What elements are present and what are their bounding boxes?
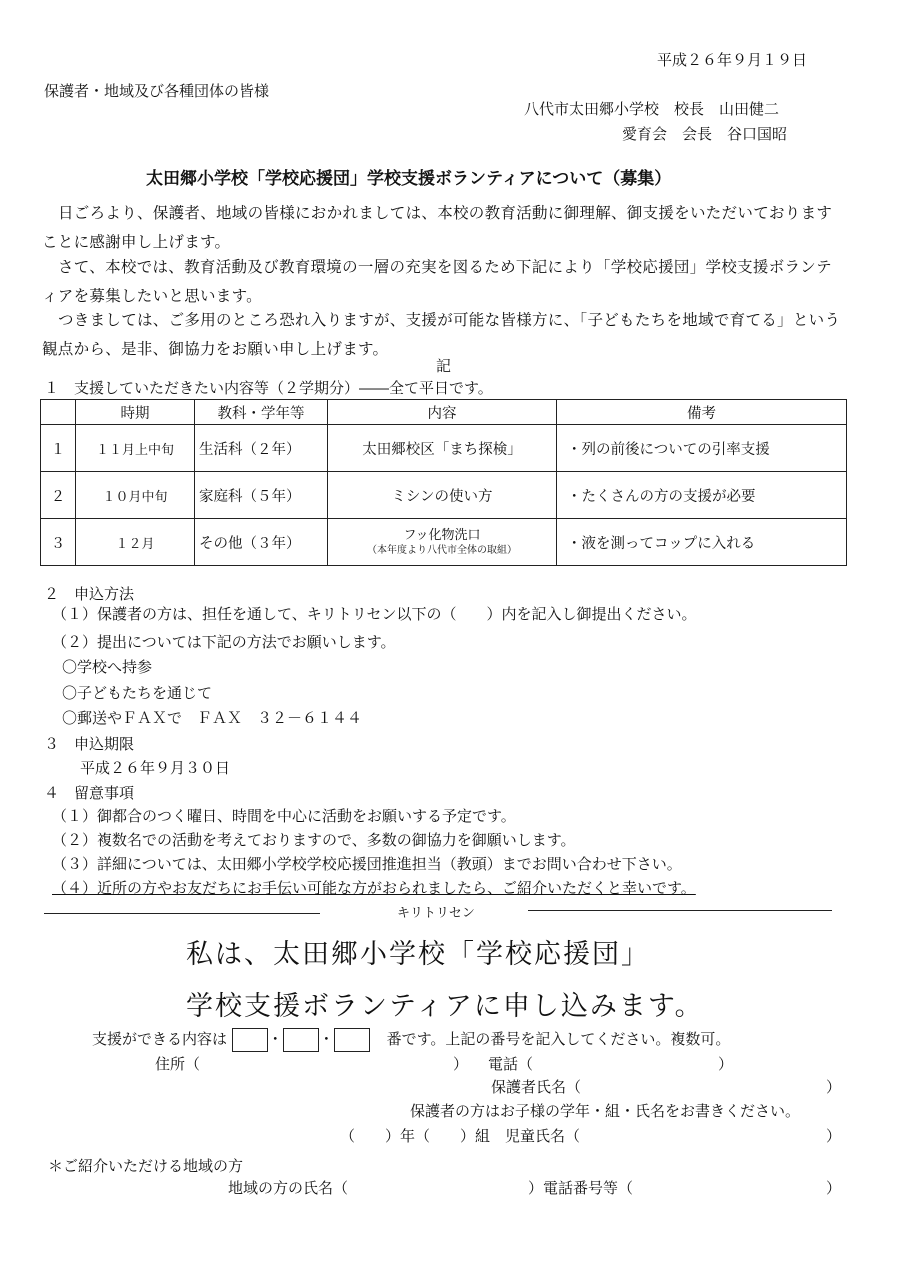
table-header-row [41,400,847,425]
row-no: ３ [41,519,76,566]
note-item: （２）複数名での活動を考えておりますので、多数の御協力を御願いします。 [52,831,576,849]
form-heading-2: 学校支援ボランティアに申し込みます。 [186,991,704,1022]
grade-close: ） [826,1127,842,1145]
address-close: ） [453,1055,469,1073]
note-item: （３）詳細については、太田郷小学校学校応援団推進担当（教頭）までお問い合わせ下さい。 [52,855,682,873]
row-content-text: フッ化物洗口 [403,528,481,543]
col-period: 時期 [76,400,195,425]
referral-close: ） [826,1179,842,1197]
row-subject: 生活科（２年） [195,425,328,472]
phone-close: ） [718,1055,734,1073]
dot-separator: ・ [318,1030,334,1048]
sender-association: 愛育会 会長 谷口国昭 [622,125,788,143]
support-suffix: 番です。上記の番号を記入してください。複数可。 [386,1030,731,1048]
row-remark: ・たくさんの方の支援が必要 [557,472,847,519]
support-number-box-2[interactable] [283,1028,319,1052]
section3-heading: ３ 申込期限 [44,735,135,753]
row-period: １０月中旬 [76,472,195,519]
paragraph-3: つきましては、ご多用のところ恐れ入りますが、支援が可能な皆様方に、「子どもたちを地域で育てる」という観点から、是非、御協力をお願い申し上げます。 [42,311,841,358]
row-content-text: ミシンの使い方 [391,488,493,505]
row-subject: その他（３年） [195,519,328,566]
support-table [40,399,847,566]
guardian-close: ） [826,1078,842,1096]
section4-heading: ４ 留意事項 [44,784,135,802]
cut-line-right [528,910,832,911]
guardian-label: 保護者氏名（ [491,1078,582,1096]
row-content [328,425,557,472]
sender-principal: 八代市太田郷小学校 校長 山田健二 [524,100,780,118]
row-no: １ [41,425,76,472]
row-content [328,472,557,519]
guardian-name-field[interactable] [600,1076,820,1096]
support-number-box-1[interactable] [232,1028,268,1052]
col-content: 内容 [328,400,557,425]
referral-name-label: 地域の方の氏名（ [228,1179,349,1197]
document-title: 太田郷小学校「学校応援団」学校支援ボランティアについて（募集） [146,169,672,189]
support-line [92,1028,730,1052]
form-heading-1: 私は、太田郷小学校「学校応援団」 [186,939,650,970]
row-period: １２月 [76,519,195,566]
deadline: 平成２６年９月３０日 [80,759,231,777]
paragraph-2: さて、本校では、教育活動及び教育環境の一層の充実を図るため下記により「学校応援団」学校支援ボランティアを募集したいと思います。 [42,258,832,305]
col-subject: 教科・学年等 [195,400,328,425]
row-remark: ・液を測ってコップに入れる [557,519,847,566]
row-subject: 家庭科（５年） [195,472,328,519]
table-row [41,472,847,519]
referral-phone-field[interactable] [650,1177,820,1197]
address-label: 住所（ [155,1055,201,1073]
referral-name-field[interactable] [370,1177,520,1197]
ki-mark: 記 [436,357,452,375]
dot-separator: ・ [267,1030,283,1048]
support-label: 支援ができる内容は [92,1030,228,1048]
section1-heading: １ 支援していただきたい内容等（２学期分）――全て平日です。 [44,379,493,397]
address-field[interactable] [206,1053,446,1073]
method-bring: 〇学校へ持参 [62,658,153,676]
table-row [41,519,847,566]
note-item: （１）御都合のつく曜日、時間を中心に活動をお願いする予定です。 [52,807,516,825]
cut-line-left [44,913,320,914]
phone-field[interactable] [540,1053,710,1073]
paragraph-1: 日ごろより、保護者、地域の皆様におかれましては、本校の教育活動に御理解、御支援をいただいておりますことに感謝申し上げます。 [42,204,833,251]
grade-line: （ ）年（ ）組 児童氏名（ [340,1127,581,1145]
section2-item1: （１）保護者の方は、担任を通して、キリトリセン以下の（ ）内を記入し御提出ください。 [52,605,697,623]
row-content [328,519,557,566]
note-item: （４）近所の方やお友だちにお手伝い可能な方がおられましたら、ご紹介いただくと幸いです。 [52,879,696,897]
method-fax: 〇郵送やＦＡＸで ＦＡＸ ３２－６１４４ [62,709,363,727]
section2-heading: ２ 申込方法 [44,585,135,603]
table-row [41,425,847,472]
row-remark: ・列の前後についての引率支援 [557,425,847,472]
col-remark: 備考 [557,400,847,425]
row-content-note: （本年度より八代市全体の取組） [367,545,517,556]
cut-line-label: キリトリセン [397,906,475,921]
phone-label: 電話（ [488,1055,534,1073]
recipient: 保護者・地域及び各種団体の皆様 [44,82,270,100]
referral-heading: ＊ご紹介いただける地域の方 [48,1157,244,1175]
support-number-box-3[interactable] [334,1028,370,1052]
row-no: ２ [41,472,76,519]
method-children: 〇子どもたちを通じて [62,684,213,702]
referral-phone-label: ）電話番号等（ [528,1179,634,1197]
col-no [41,400,76,425]
issue-date: 平成２６年９月１９日 [657,51,808,69]
section2-item2: （２）提出については下記の方法でお願いします。 [52,633,396,651]
row-content-text: 太田郷校区「まち探検」 [362,441,522,458]
child-name-field[interactable] [600,1125,820,1145]
row-period: １１月上中旬 [76,425,195,472]
guardian-note: 保護者の方はお子様の学年・組・氏名をお書きください。 [410,1102,801,1120]
